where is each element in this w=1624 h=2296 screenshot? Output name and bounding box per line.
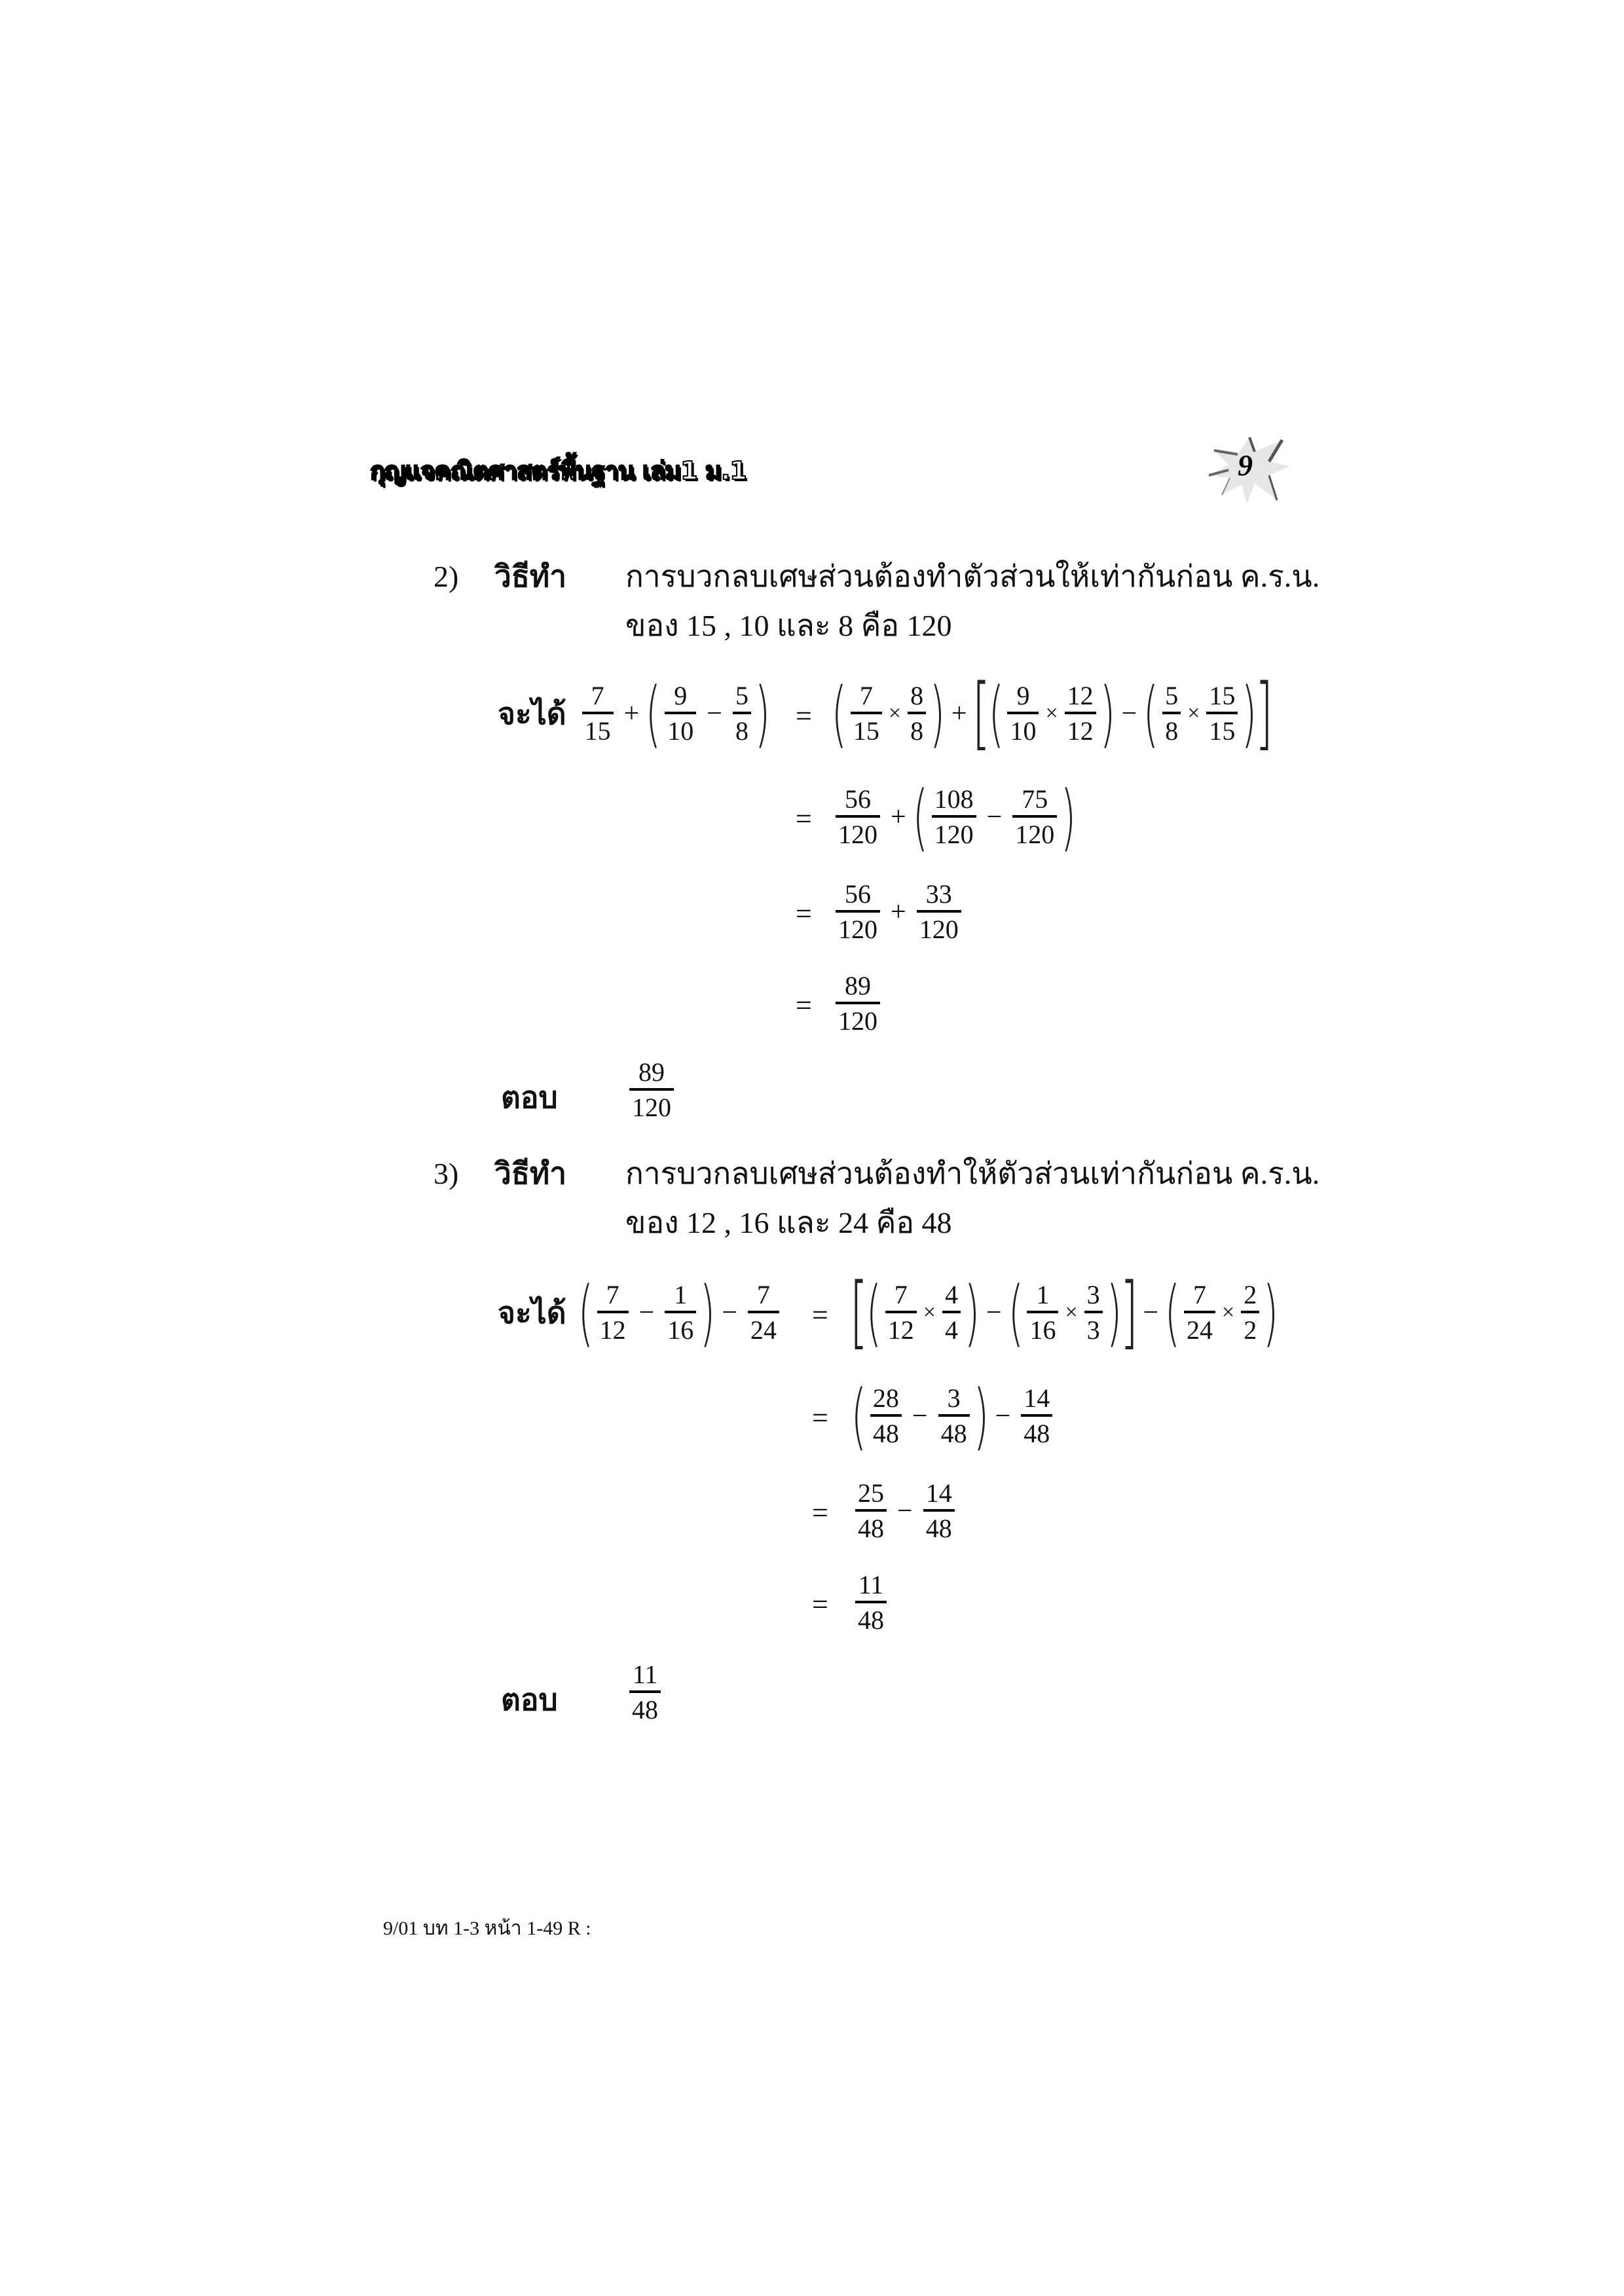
fraction: $\frac{5}{8}$ [733,683,751,744]
explanation-line: ของ 12 , 16 และ 24 คือ 48 [625,1206,952,1239]
fraction: $\frac{89}{120}$ [836,973,880,1034]
fraction: $\frac{11}{48}$ [629,1662,661,1723]
explanation-line: ของ 15 , 10 และ 8 คือ 120 [625,609,952,642]
fraction: $\frac{7}{15}$ [582,683,614,744]
equals-sign: = [812,1588,828,1620]
answer-label: ตอบ [501,1081,558,1114]
fraction: $\frac{7}{24}$ [748,1282,779,1343]
fraction: $\frac{3}{3}$ [1084,1282,1103,1343]
equals-sign: = [812,1402,828,1434]
fraction: $\frac{1}{16}$ [1027,1282,1058,1343]
equals-sign: = [796,700,812,732]
fraction: $\frac{108}{120}$ [932,786,976,848]
answer-value [625,1048,678,1133]
page-number-badge [1204,432,1295,507]
fraction: $\frac{15}{15}$ [1206,683,1238,744]
method-label: วิธีทำ [494,1157,567,1190]
running-title: กุญแจคณิตศาสตร์พื้นฐาน เล่ม1 ม.1 [370,456,747,485]
fraction: $\frac{56}{120}$ [836,881,880,943]
answer-value [625,1650,665,1735]
equals-sign: = [796,989,812,1021]
fraction: $\frac{56}{120}$ [836,786,880,848]
fraction: $\frac{14}{48}$ [923,1480,955,1542]
equation-rhs: $\frac{56}{120}$ + $\frac{33}{120}$ [832,866,965,958]
fraction: $\frac{4}{4}$ [942,1282,961,1343]
equation-rhs: ( $\frac{28}{48}$ − $\frac{3}{48}$ ) − $\frac{14}{48}$ [851,1370,1056,1462]
print-footer: 9/01 บท 1-3 หน้า 1-49 R : [383,1918,591,1939]
fraction: $\frac{7}{15}$ [851,683,882,744]
equation-rhs: $\frac{25}{48}$ − $\frac{14}{48}$ [851,1465,959,1557]
fraction: $\frac{7}{12}$ [597,1282,629,1343]
fraction: $\frac{7}{24}$ [1184,1282,1215,1343]
equation-result [832,958,884,1049]
equals-sign: = [812,1299,828,1331]
we-get-label: จะได้ [498,1296,566,1330]
problem-number: 2) [434,560,459,593]
fraction: $\frac{5}{8}$ [1162,683,1181,744]
fraction: $\frac{75}{120}$ [1012,786,1057,848]
problem-number: 3) [434,1157,459,1190]
equals-sign: = [796,898,812,930]
equation-rhs: ( $\frac{7}{15}$ × $\frac{8}{8}$ ) + [ ( $\frac{9}{10}$ × $\frac{12}{12}$ ) − ( $\frac{5}{8}$ × $\frac{15}{15}$ ) ] [831,668,1274,759]
we-get-label: จะได้ [498,697,566,731]
equals-sign: = [812,1497,828,1529]
fraction: $\frac{11}{48}$ [855,1572,887,1633]
fraction: $\frac{89}{120}$ [629,1059,674,1121]
fraction: $\frac{3}{48}$ [938,1385,970,1447]
method-label: วิธีทำ [494,560,567,593]
answer-label: ตอบ [501,1683,558,1717]
fraction: $\frac{9}{10}$ [1007,683,1039,744]
fraction: $\frac{2}{2}$ [1241,1282,1259,1343]
fraction: $\frac{14}{48}$ [1021,1385,1052,1447]
equation-row: จะได้ ( $\frac{7}{12}$ − $\frac{1}{16}$ ) − $\frac{7}{24}$ [498,1267,783,1358]
fraction: $\frac{7}{12}$ [885,1282,917,1343]
fraction: $\frac{9}{10}$ [665,683,696,744]
equals-sign: = [796,803,812,835]
fraction: $\frac{12}{12}$ [1065,683,1096,744]
page-number: 9 [1238,448,1253,482]
equation-rhs: [ ( $\frac{7}{12}$ × $\frac{4}{4}$ ) − ( $\frac{1}{16}$ × $\frac{3}{3}$ ) ] − ( $\frac{7}{24}$ × $\frac{2}{2}$ ) [849,1267,1279,1358]
fraction: $\frac{33}{120}$ [917,881,961,943]
equation-row: จะได้ $\frac{7}{15}$ + ( $\frac{9}{10}$ − $\frac{5}{8}$ ) [498,672,771,756]
explanation-line: การบวกลบเศษส่วนต้องทำตัวส่วนให้เท่ากันก่อน ค.ร.น. [625,560,1320,593]
fraction: $\frac{25}{48}$ [855,1480,887,1542]
fraction: $\frac{1}{16}$ [665,1282,696,1343]
fraction: $\frac{8}{8}$ [908,683,926,744]
explanation-line: การบวกลบเศษส่วนต้องทำให้ตัวส่วนเท่ากันก่อน ค.ร.น. [625,1157,1320,1190]
equation-result [851,1557,891,1649]
equation-rhs: $\frac{56}{120}$ + ( $\frac{108}{120}$ − $\frac{75}{120}$ ) [832,771,1076,863]
fraction: $\frac{28}{48}$ [870,1385,902,1447]
